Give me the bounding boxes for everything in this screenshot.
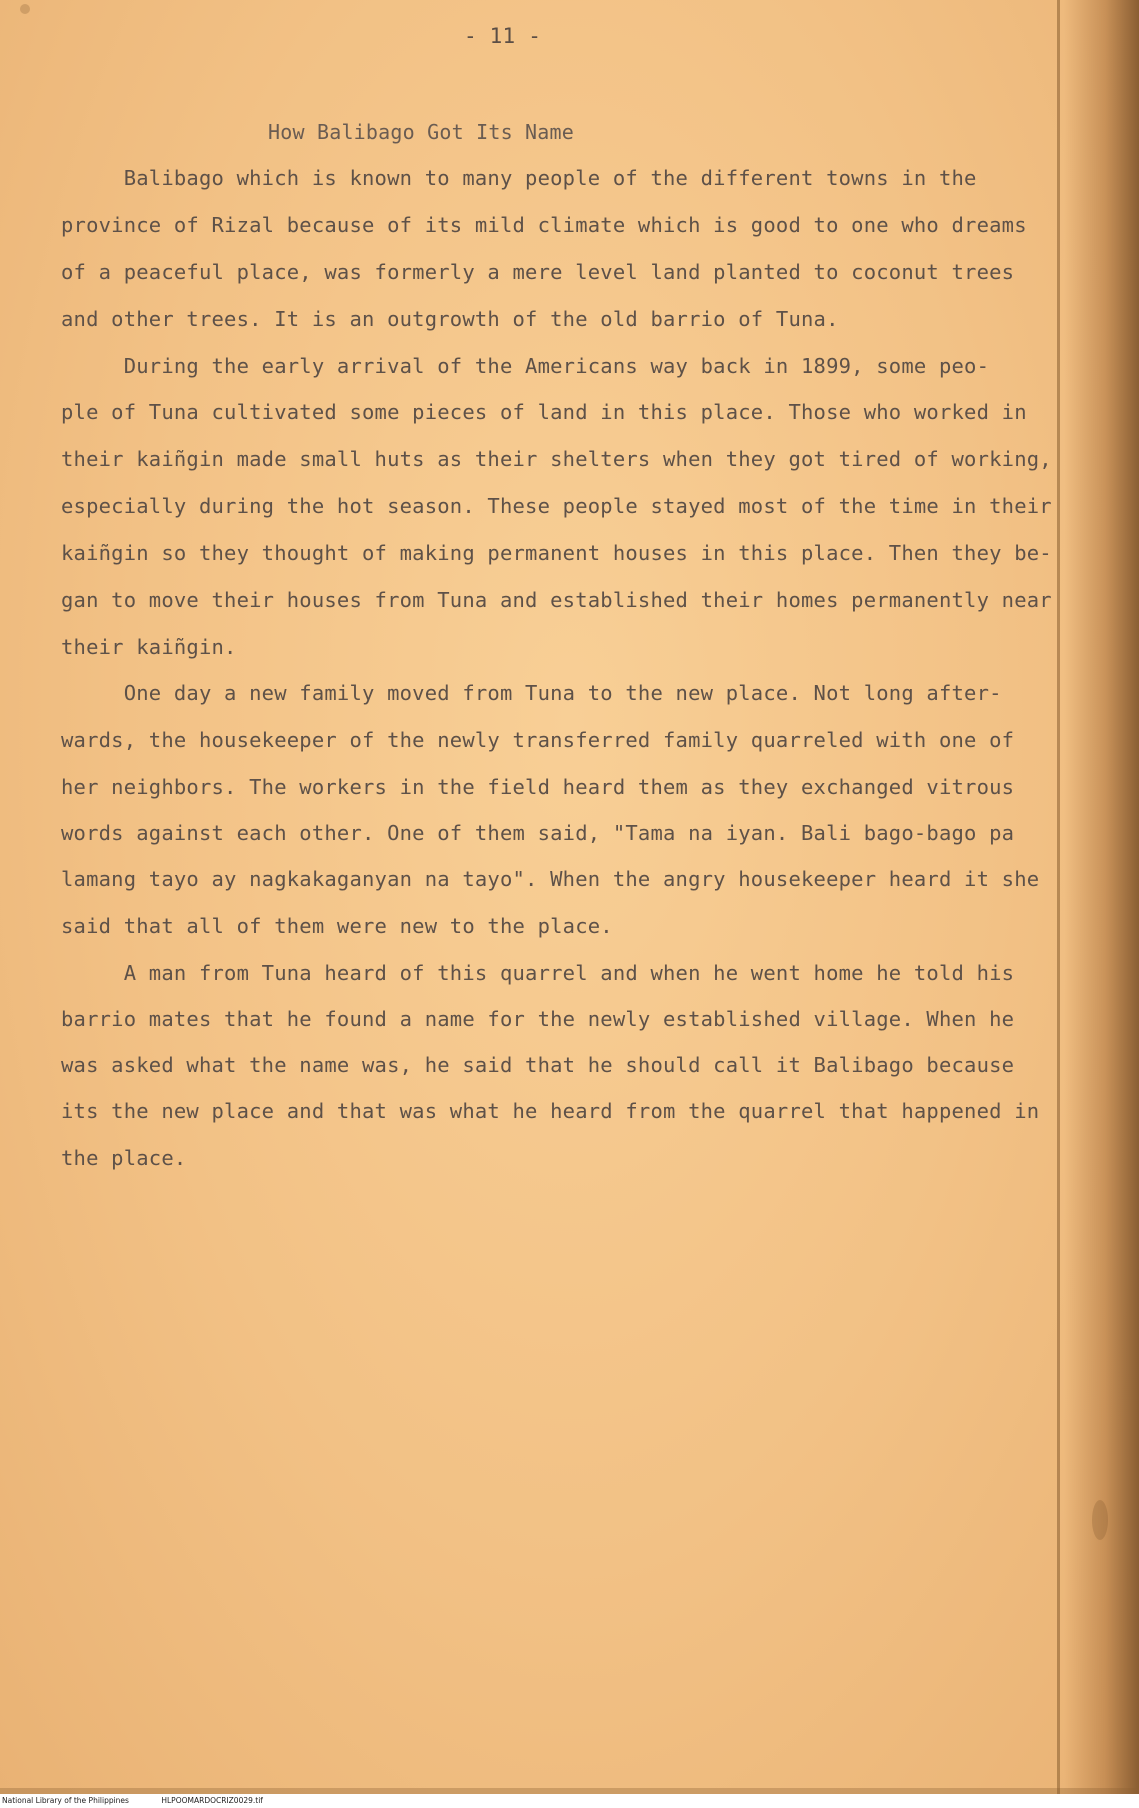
text-line: was asked what the name was, he said that he should call it Balibago because	[61, 1053, 1015, 1077]
text-line: her neighbors. The workers in the field heard them as they exchanged vitrous	[61, 775, 1015, 799]
footer-library: National Library of the Philippines	[2, 1796, 129, 1805]
text-line: the place.	[61, 1146, 187, 1170]
text-line: words against each other. One of them said, "Tama na iyan. Bali bago-bago pa	[61, 821, 1015, 845]
text-line: Balibago which is known to many people of the different towns in the	[61, 166, 977, 190]
text-line: of a peaceful place, was formerly a mere level land planted to coconut trees	[61, 260, 1015, 284]
scan-footer	[0, 1794, 1139, 1808]
text-line: their kaiñgin made small huts as their shelters when they got tired of working,	[61, 447, 1052, 471]
text-line: kaiñgin so they thought of making permanent houses in this place. Then they be-	[61, 541, 1052, 565]
page-number: - 11 -	[464, 24, 542, 48]
text-line: gan to move their houses from Tuna and established their homes permanently near	[61, 588, 1052, 612]
text-line: their kaiñgin.	[61, 635, 237, 659]
page-fold-line	[1057, 0, 1060, 1795]
text-line: ple of Tuna cultivated some pieces of land in this place. Those who worked in	[61, 400, 1027, 424]
text-line: During the early arrival of the Americans way back in 1899, some peo-	[61, 354, 990, 378]
text-line: lamang tayo ay nagkakaganyan na tayo". When the angry housekeeper heard it she	[61, 867, 1040, 891]
text-line: barrio mates that he found a name for the newly established village. When he	[61, 1007, 1015, 1031]
stain-mark	[1092, 1500, 1108, 1540]
text-line: said that all of them were new to the place.	[61, 914, 613, 938]
text-line: One day a new family moved from Tuna to the new place. Not long after-	[61, 681, 1002, 705]
text-line: and other trees. It is an outgrowth of the old barrio of Tuna.	[61, 307, 839, 331]
text-line: A man from Tuna heard of this quarrel and when he went home he told his	[61, 961, 1015, 985]
text-line: wards, the housekeeper of the newly transferred family quarreled with one of	[61, 728, 1015, 752]
text-line: especially during the hot season. These people stayed most of the time in their	[61, 494, 1052, 518]
footer-filename: HLPOOMARDOCRIZ0029.tif	[161, 1796, 263, 1805]
text-line: province of Rizal because of its mild climate which is good to one who dreams	[61, 213, 1027, 237]
story-title: How Balibago Got Its Name	[268, 120, 575, 144]
text-line: its the new place and that was what he heard from the quarrel that happened in	[61, 1099, 1040, 1123]
